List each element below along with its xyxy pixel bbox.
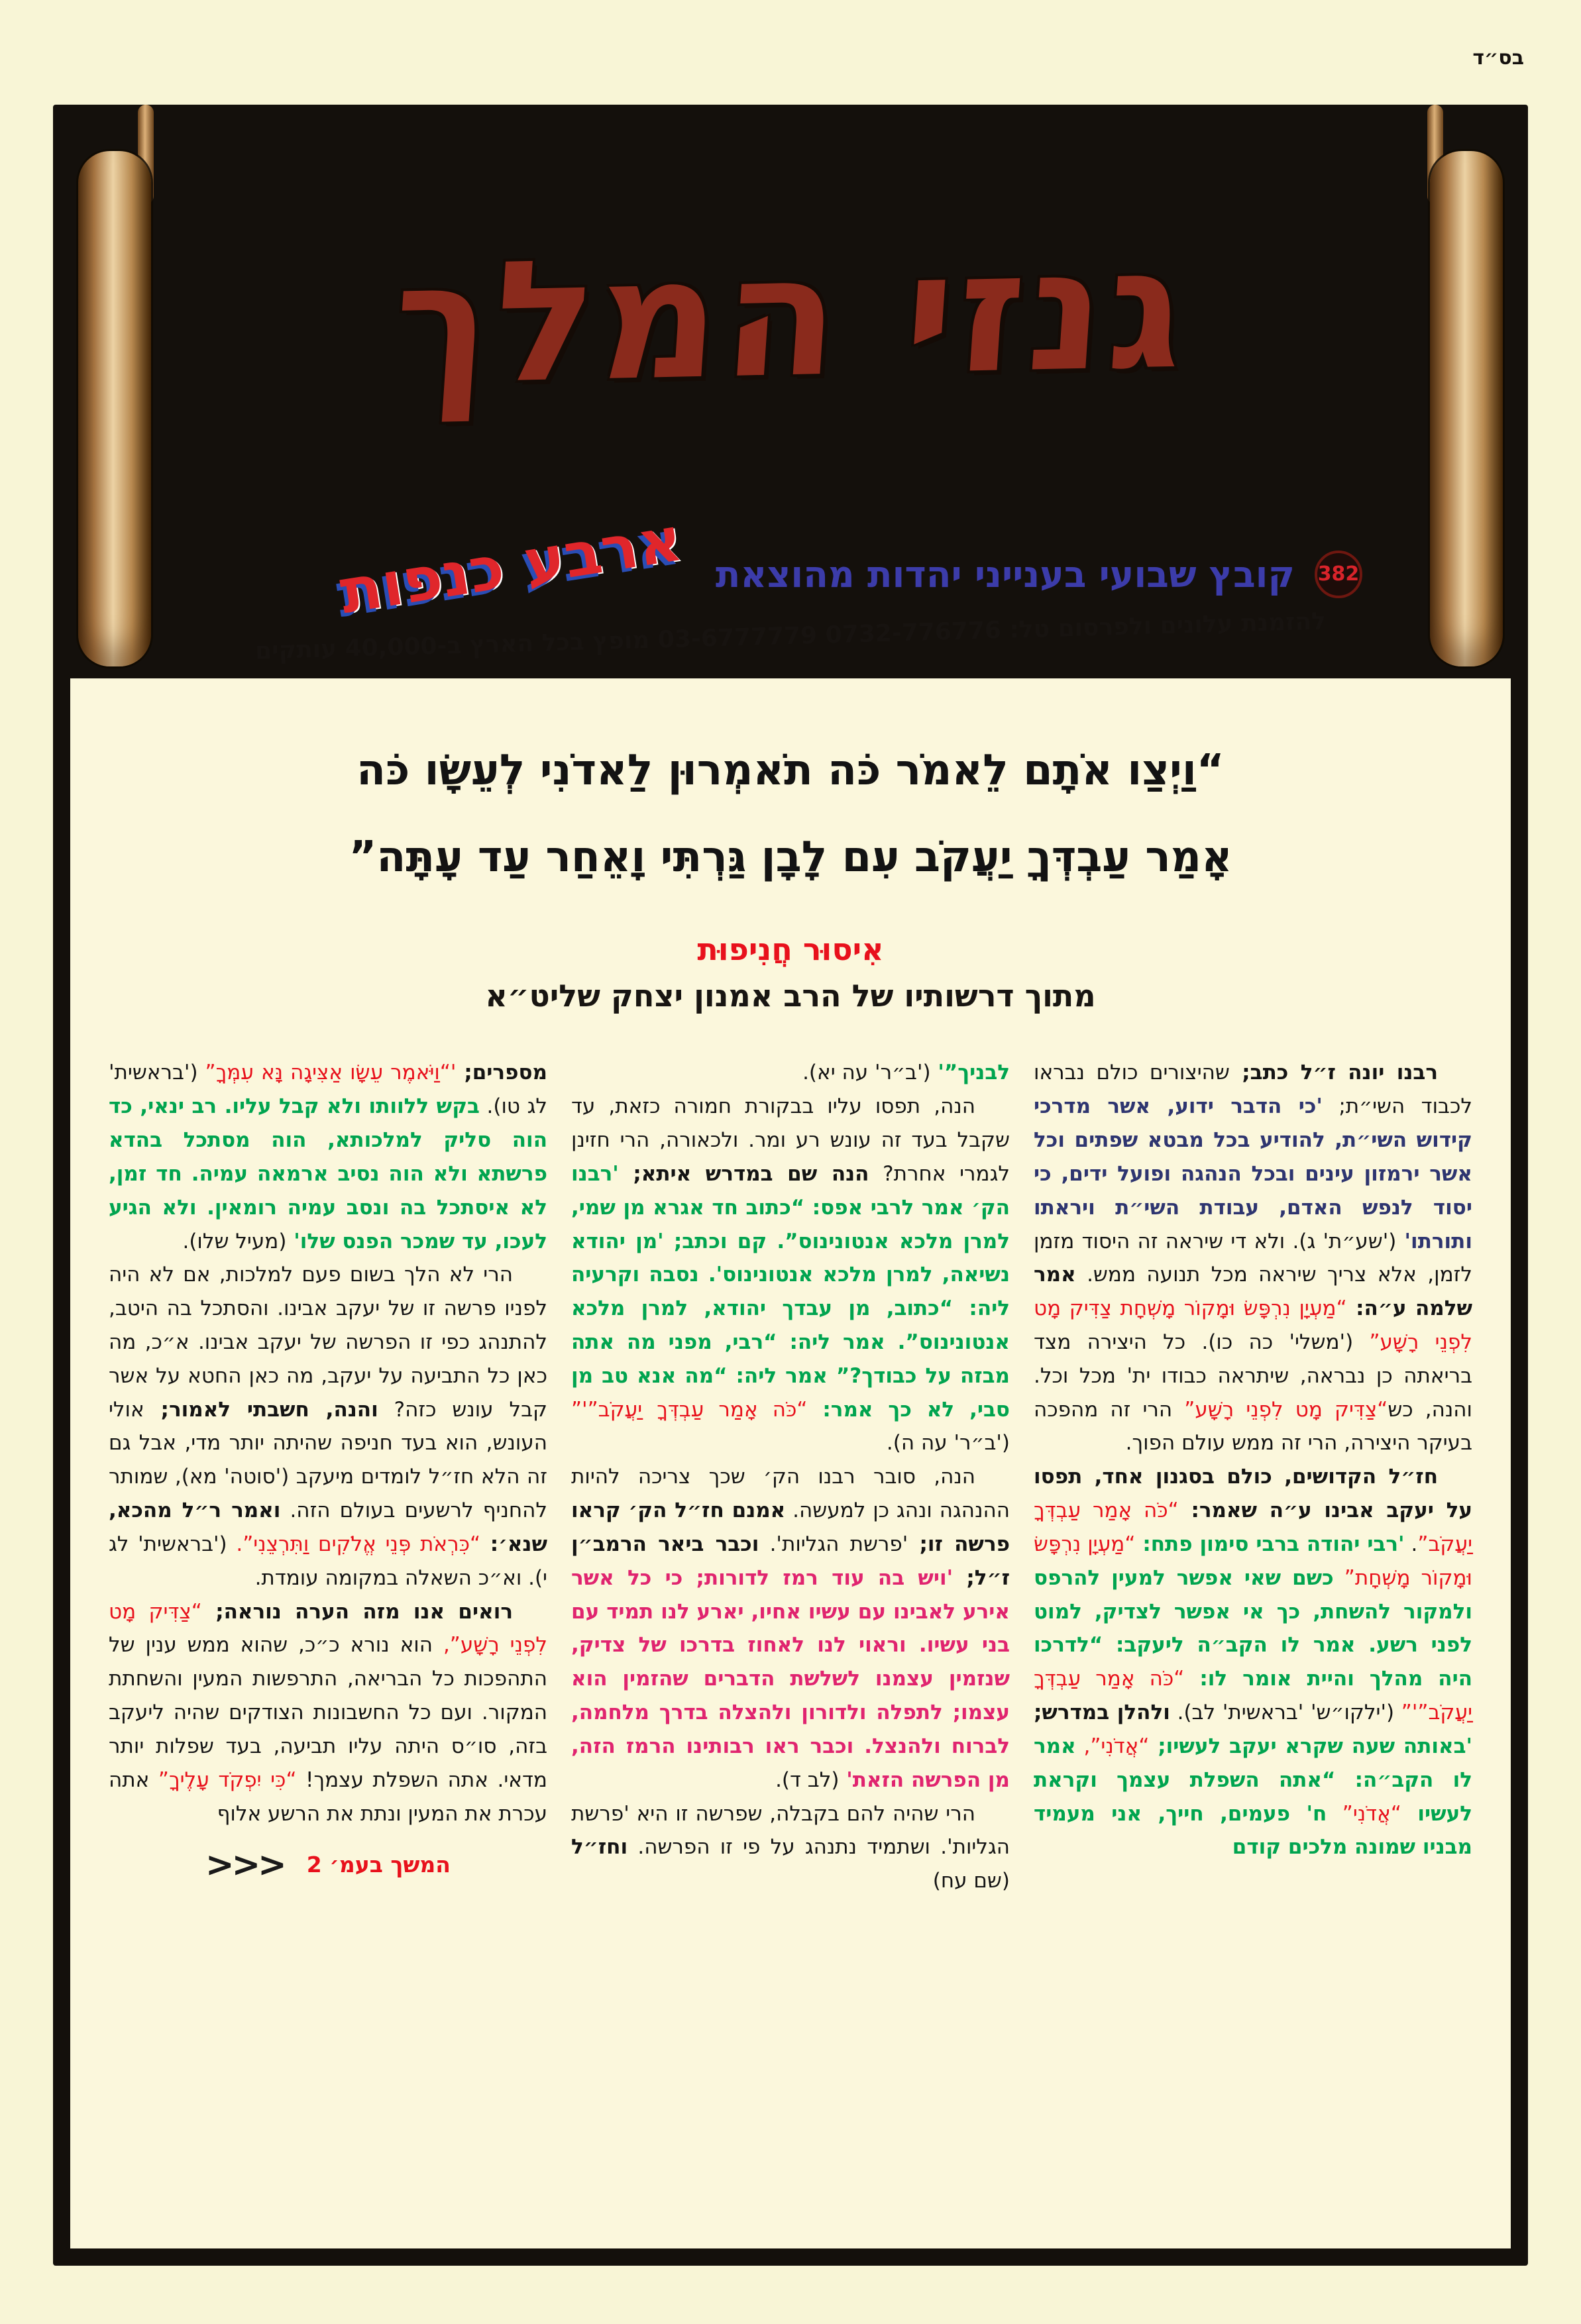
verse-line-2: אָמַר עַבְדְּךָ יַעֲקֹב עִם לָבָן גַּרְתִּי וָאֵחַר עַד עָתָּה” xyxy=(349,833,1232,882)
column-right: רבנו יונה ז״ל כתב; שהיצורים כולם נבראו לכבוד השי״ת; 'כי הדבר ידוע, אשר מדרכי קידוש השי״ת, להודיע בכל מבטא שפתים וכל אשר ירמזון עינים ובכל הנהגה ופועל ידים, כי יסוד לנפש האדם, עבודת השי״ת ויראתו ותורתו' ('שע״ת' ג). ולא די שיראה זה היסוד מזמן לזמן, אלא צריך שיראה מכל תנועה ממש. אמר שלמה ע״ה: “מַעְיָן נִרְפָּשׂ וּמָקוֹר מָשְׁחָת צַדִּיק מָט לִפְנֵי רָשָׁע” ('משלי' כה כו). כל היצירה מצד בריאתה כן נבראה, שיתראה כבודו ית' מכל וכל. והנה, כש“צַדִּיק מָט לִפְנֵי רָשָׁע” הרי זה מהפכה בעיקר היצירה, הרי זה ממש עולם הפוך. חז״ל הקדושים, כולם בסגנון אחד, תפסו על יעקב אבינו ע״ה שאמר: “כֹּה אָמַר עַבְדְּךָ יַעֲקֹב”. 'רבי יהודה ברבי סימון פתח: “מַעְיָן נִרְפָּשׂ וּמָקוֹר מָשְׁחָת” כשם שאי אפשר למעין להרפס ולמקור להשחת, כך אי אפשר לצדיק, למוט לפני רשע. אמר לו הקב״ה ליעקב: “לדרכו היה מהלך והיית אומר לו: “כֹּה אָמַר עַבְדְּךָ יַעֲקֹב”'” ('ילקו״ש' 'בראשית' לב). ולהלן במדרש; 'באותה שעה שקרא יעקב לעשיו; “אֲדֹנִי”, אמר לו הקב״ה: “אתה השפלת עצמך וקראת לעשיו “אֲדֹנִי” ח' פעמים, חייך, אני מעמיד מבניו שמונה מלכים קודם xyxy=(1034,1061,1473,1860)
continuation-label: המשך בעמ׳ 2 xyxy=(306,1852,451,1878)
header-scroll-art xyxy=(53,105,1528,678)
section-title: אִיסוּר חֲנִיפוּת xyxy=(697,931,884,968)
article-columns xyxy=(109,1056,1472,1898)
continuation-note xyxy=(109,1837,547,1893)
publisher-logo: ארבע כנפות xyxy=(335,503,687,628)
bsd-label: בס״ד xyxy=(1472,46,1524,70)
column-left xyxy=(109,1056,547,1898)
content-area xyxy=(70,678,1511,2248)
subtitle-text: קובץ שבועי בענייני יהדות מהוצאת xyxy=(715,553,1295,596)
column-middle: לבניך”' ('ב״ר' עה יא). הנה, תפסו עליו בבקורת חמורה כזאת, עד שקבל בעד זה עונש רע ומר. ולכאורה, הרי חזינן לגמרי אחרת? הנה שם במדרש איתא; 'רבנו הק׳ אמר לרבי אפס: “כתוב חד אגרא מן שמי, למרן מלכא אנטונינוס”. קם וכתב; 'מן יהודא נשיאה, למרן מלכא אנטונינוס'. נסבה וקרעיה ליה: “כתוב, מן עבדך יהודא, למרן מלכא אנטונינוס”. אמר ליה: “רבי, מפני מה אתה מבזה על כבודך?” אמר ליה: “מה אנא טב מן סבי, לא כך אמר: “כֹּה אָמַר עַבְדְּךָ יַעֲקֹב”'” ('ב״ר' עה ה). הנה, סובר רבנו הק׳ שכך צריכה להיות ההנהגה ונהג כן למעשה. אמנם חז״ל הק׳ קראו פרשה זו; 'פרשת הגליות'. וכבר ביאר הרמב״ן ז״ל; 'ויש בה עוד רמז לדורות; כי כל אשר אירע לאבינו עם עשיו אחיו, יארע לנו תמיד עם בני עשיו. וראוי לנו לאחוז בדרכו של צדיק, שנזמין עצמנו לשלשת הדברים שהזמין הוא עצמו; לתפלה ולדורון ולהצלה בדרך מלחמה, לברוח ולהנצל. וכבר ראו רבותינו הרמז הזה, מן הפרשה הזאת' (לב ד). הרי שהיה להם בקבלה, שפרשה זו היא 'פרשת הגליות'. ושתמיד נתנהג על פי זו הפרשה. וחז״ל (שם עח) xyxy=(571,1061,1010,1893)
flyer-frame xyxy=(53,105,1528,2266)
continuation-arrows-icon: <<< xyxy=(205,1845,284,1885)
torah-verse xyxy=(122,727,1459,901)
byline: מתוך דרשותיו של הרב אמנון יצחק שליט״א xyxy=(485,978,1096,1014)
page-title: גנזי המלך xyxy=(387,211,1194,423)
issue-badge: 382 xyxy=(1315,551,1362,598)
subtitle-row xyxy=(335,503,1362,628)
contact-line: להזמנת עלונים ולפרסום טל: 0732-776776‏ 03-6777779‏ מופץ בכל הארץ ב-40,000 עותקים xyxy=(254,607,1327,665)
column-left-text: מספרים; '“וַיֹּאמֶר עֵשָׂו אַצִּיגָה נָּא עִמְּךָ” ('בראשית' לג טו). בקש ללוותו ולא קבל עליו. רב ינאי, כד הוה סליק למלכותא, הוה מסתכל בהדא פרשתא ולא הוה נסיב ארמאה עמיה. חד זמן, לא איסתכל בה ונסב עמיה רומאין. ולא הגיע לעכו, עד שמכר הפנס שלו' (מעיל שלו). הרי לא הלך בשום פעם למלכות, אם לא היה לפניו פרשה זו של יעקב אבינו. והסתכל בה היטב, להתנהג כפי זו הפרשה של יעקב אבינו. א״כ, מה כאן כל התביעה על יעקב, מה כאן החטא על אשר קבל עונש כזה? והנה, חשבתי לאמור; אולי העונש, הוא בעד חניפה שהיתה יותר מדי, אבל גם זה הלא חז״ל לומדים מיעקב ('סוטה' מא), שמותר להחניף לרשעים בעולם הזה. ואמר ר״ל מהכא, שנא׳: “כִּרְאֹת פְּנֵי אֱלֹקִים וַתִּרְצֵנִי”. ('בראשית' לג י). וא״כ השאלה במקומה עומדת. רואים אנו מזה הערה נוראה; “צַדִּיק מָט לִפְנֵי רָשָׁע”, הוא נורא כ״כ, שהוא ממש ענין של התהפכות כל הבריאה, התרפשות המעין והשחתת המקור. ועם כל החשבונות הצודקים שהיה ליעקב בזה, סו״ס היתה עליו תביעה, בעד שפלות יותר מדאי. אתה השפלת עצמך! “כִּי יִפְקֹד עָלֶיךָ” אתה עכרת את המעין ונתת את הרשע אלוף xyxy=(109,1061,548,1826)
verse-line-1: “וַיְצַו אֹתָם לֵאמֹר כֹּה תֹאמְרוּן לַאדֹנִי לְעֵשָׂו כֹּה xyxy=(356,746,1225,795)
